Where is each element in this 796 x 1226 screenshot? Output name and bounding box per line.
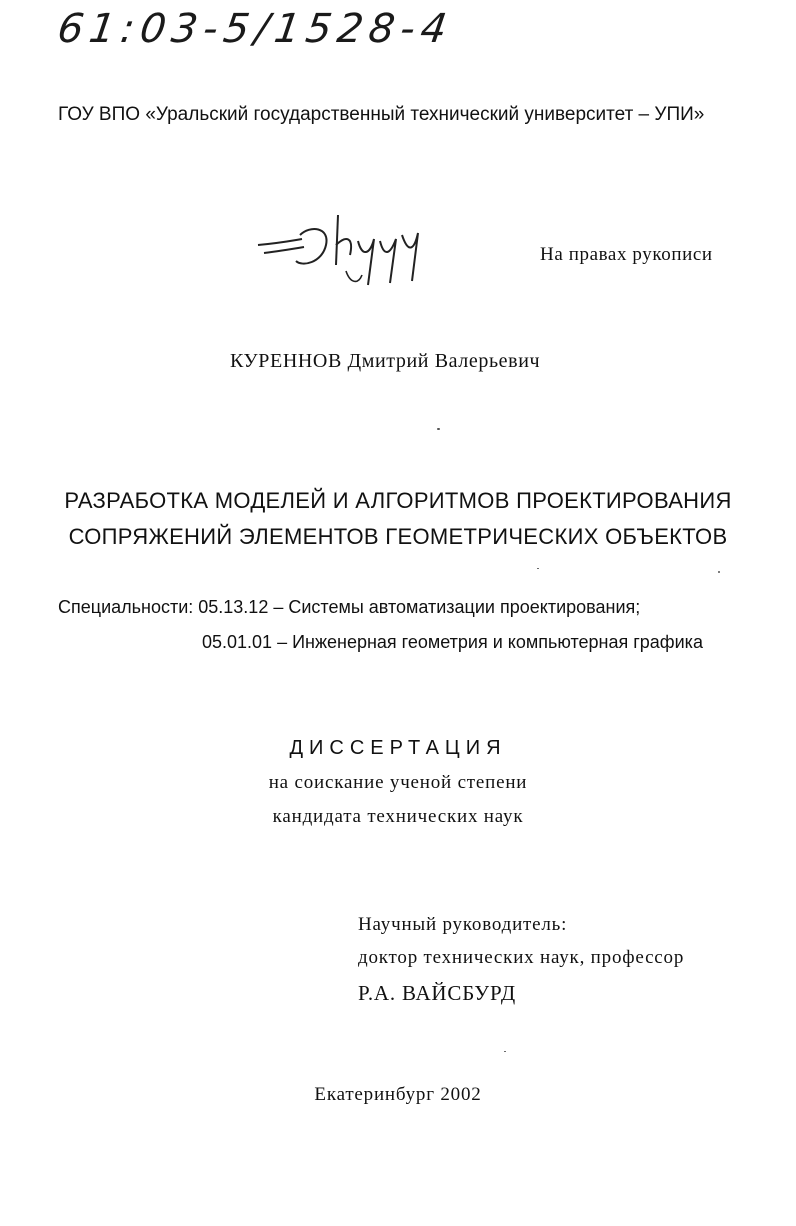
city-year: Екатеринбург 2002 bbox=[314, 1084, 482, 1105]
scan-speck bbox=[437, 428, 440, 430]
dissertation-heading: ДИССЕРТАЦИЯ bbox=[289, 737, 507, 759]
dissertation-title-line-2: СОПРЯЖЕНИЙ ЭЛЕМЕНТОВ ГЕОМЕТРИЧЕСКИХ ОБЪЕКТОВ bbox=[68, 524, 728, 549]
specialty-line-2: 05.01.01 – Инженерная геометрия и компьютерная графика bbox=[202, 632, 703, 652]
signature-icon bbox=[250, 205, 440, 295]
institution-name: ГОУ ВПО «Уральский государственный технический университет – УПИ» bbox=[58, 104, 705, 125]
author-name: КУРЕННОВ Дмитрий Валерьевич bbox=[230, 350, 541, 372]
supervisor-name: Р.А. ВАЙСБУРД bbox=[358, 981, 517, 1005]
scan-speck bbox=[718, 571, 720, 573]
specialty-line-1: Специальности: 05.13.12 – Системы автоматизации проектирования; bbox=[58, 597, 641, 617]
rights-note: На правах рукописи bbox=[540, 244, 713, 265]
scan-speck bbox=[537, 568, 539, 569]
degree-line-2: кандидата технических наук bbox=[272, 806, 524, 827]
supervisor-degree: доктор технических наук, профессор bbox=[358, 947, 685, 968]
supervisor-label: Научный руководитель: bbox=[358, 914, 568, 935]
scan-speck bbox=[504, 1051, 506, 1052]
handwritten-archive-code: 61:03-5/1528-4 bbox=[54, 6, 456, 52]
dissertation-title-line-1: РАЗРАБОТКА МОДЕЛЕЙ И АЛГОРИТМОВ ПРОЕКТИРОВАНИЯ bbox=[64, 488, 732, 513]
degree-line-1: на соискание ученой степени bbox=[268, 772, 528, 793]
